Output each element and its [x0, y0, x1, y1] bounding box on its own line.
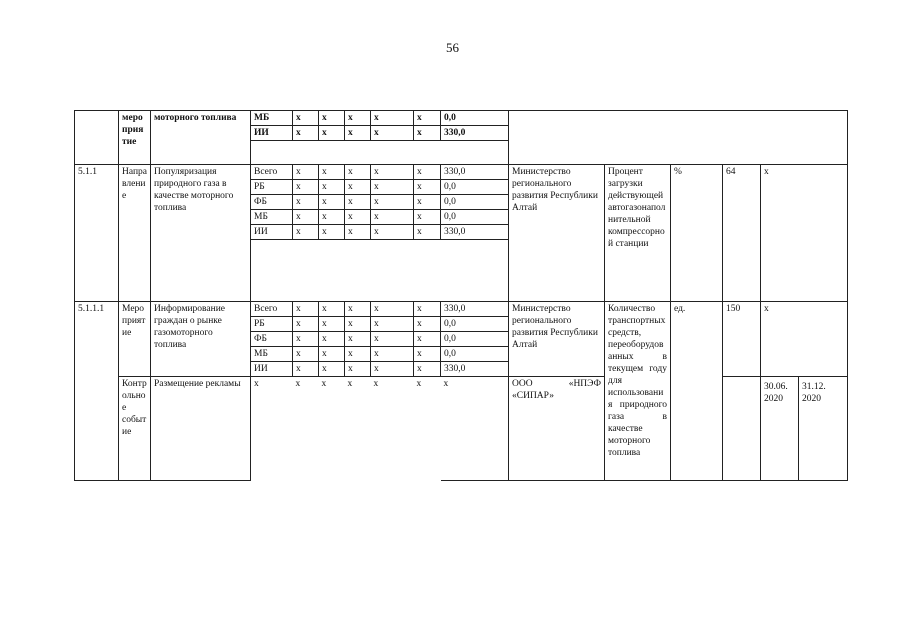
source-cell: МБ	[251, 210, 293, 225]
year-cell: х	[371, 195, 414, 210]
value-cell	[723, 377, 761, 481]
year-cell: х	[414, 111, 441, 126]
source-cell: МБ	[251, 111, 293, 126]
unit-cell: %	[671, 165, 723, 302]
year-cell: х	[319, 126, 345, 141]
year-cell: х	[414, 126, 441, 141]
year-cell: х	[345, 362, 371, 377]
sum-cell: 330,0	[441, 126, 509, 141]
year-cell: х	[345, 347, 371, 362]
year-cell: х	[293, 195, 319, 210]
table-row	[75, 302, 848, 317]
year-cell: х	[319, 362, 345, 377]
value-cell: 150	[723, 302, 761, 377]
year-cell: х	[345, 195, 371, 210]
year-cell: х	[414, 332, 441, 347]
year-cell: х	[345, 225, 371, 240]
year-cell: х	[373, 379, 379, 389]
executor-cell: ООО «НПЭФ «СИПАР»	[509, 377, 605, 481]
year-cell: х	[293, 180, 319, 195]
num-cell: 5.1.1	[75, 165, 119, 302]
year-cell: х	[345, 126, 371, 141]
name-cell: Популяризация природного газа в качестве моторного топлива	[151, 165, 251, 302]
source-cell: РБ	[251, 317, 293, 332]
indicator-cell: Процент загрузки действующей автогазонаполнительной компрессорной станции	[605, 165, 671, 302]
type-cell: Контрольное событие	[119, 377, 151, 481]
year-cell: х	[414, 302, 441, 317]
year-cell: х	[371, 210, 414, 225]
source-cell: ИИ	[251, 126, 293, 141]
year-cell: х	[414, 362, 441, 377]
num-cell: 5.1.1.1	[75, 302, 119, 481]
year-cell: х	[319, 165, 345, 180]
year-cell: х	[321, 379, 327, 389]
year-cell: х	[414, 195, 441, 210]
year-cell: х	[414, 317, 441, 332]
name-cell: Информирование граждан о рынке газомоторного топлива	[151, 302, 251, 377]
indicator-cell: Количество транспортных средств, переоборудованных в текущем году для использования природного газа в качестве моторного топлива	[605, 302, 671, 481]
year-cell: х	[293, 111, 319, 126]
year-cell: х	[371, 111, 414, 126]
year-cell: х	[293, 126, 319, 141]
year-cell: х	[319, 225, 345, 240]
year-cell: х	[319, 317, 345, 332]
sum-cell: 0,0	[441, 180, 509, 195]
year-cell: х	[319, 180, 345, 195]
year-cell: х	[371, 302, 414, 317]
year-cell: х	[414, 225, 441, 240]
type-cell: Направление	[119, 165, 151, 302]
year-cell: х	[414, 347, 441, 362]
name-cell: Размещение рекламы	[151, 377, 251, 481]
table-row	[75, 111, 848, 126]
executor-cell: Министерство регионального развития Республики Алтай	[509, 302, 605, 377]
table-row	[75, 165, 848, 180]
sum-cell: 0,0	[441, 317, 509, 332]
source-cell: МБ	[251, 347, 293, 362]
year-cell: х	[345, 317, 371, 332]
year-cell: х	[414, 180, 441, 195]
year-cell: х	[293, 225, 319, 240]
year-cell: х	[371, 165, 414, 180]
year-cell: х	[293, 165, 319, 180]
sum-cell: 0,0	[441, 195, 509, 210]
num-cell	[75, 111, 119, 165]
source-cell: ИИ	[251, 362, 293, 377]
year-cell: х	[345, 302, 371, 317]
sum-cell: 330,0	[441, 302, 509, 317]
year-cell: х	[371, 332, 414, 347]
year-cell: х	[319, 302, 345, 317]
year-cell: х	[319, 332, 345, 347]
year-cell: х	[414, 210, 441, 225]
year-cell: х	[371, 317, 414, 332]
year-cell: х	[319, 195, 345, 210]
sum-cell: 330,0	[441, 362, 509, 377]
year-cell: х	[371, 347, 414, 362]
mark-cell: х	[761, 165, 848, 302]
source-cell: ФБ	[251, 195, 293, 210]
executor-cell: Министерство регионального развития Республики Алтай	[509, 165, 605, 302]
year-cell: х	[371, 126, 414, 141]
year-cell: х	[414, 165, 441, 180]
year-cell: х	[345, 332, 371, 347]
year-cell: х	[293, 210, 319, 225]
type-cell: мероприятие	[119, 111, 151, 165]
sum-cell: 0,0	[441, 111, 509, 126]
date-end-cell: 31.12. 2020	[799, 377, 848, 481]
year-cell: х	[345, 111, 371, 126]
year-cell: х	[319, 111, 345, 126]
source-cell: ФБ	[251, 332, 293, 347]
unit-cell: ед.	[671, 302, 723, 481]
mark-cell: х	[761, 302, 848, 377]
year-cell: х	[293, 302, 319, 317]
year-cell: х	[319, 210, 345, 225]
year-cell: х	[371, 362, 414, 377]
year-cell: х	[293, 332, 319, 347]
year-cell: х	[347, 379, 353, 389]
year-cell: х	[416, 379, 422, 389]
year-cell: х	[319, 347, 345, 362]
source-cell: Всего	[251, 165, 293, 180]
sum-cell: 330,0	[441, 165, 509, 180]
sum-cell: 330,0	[441, 225, 509, 240]
year-cell: х	[293, 347, 319, 362]
source-cell: х	[254, 379, 259, 389]
year-cell: х	[345, 165, 371, 180]
program-table	[74, 110, 848, 481]
empty-cell	[251, 240, 509, 302]
year-cell: х	[295, 379, 301, 389]
empty-cell	[251, 141, 509, 165]
table-row	[75, 377, 848, 481]
sum-cell: 0,0	[441, 210, 509, 225]
value-cell: 64	[723, 165, 761, 302]
year-cell: х	[293, 362, 319, 377]
page-number: 56	[446, 40, 459, 55]
year-cell: х	[371, 225, 414, 240]
sum-cell: 0,0	[441, 347, 509, 362]
empty-cell	[509, 111, 848, 165]
year-cell: х	[345, 180, 371, 195]
year-cell: х	[345, 210, 371, 225]
sum-cell: х	[441, 377, 509, 481]
source-cell: РБ	[251, 180, 293, 195]
type-cell: Мероприятие	[119, 302, 151, 377]
year-cell: х	[371, 180, 414, 195]
year-cell: х	[293, 317, 319, 332]
source-cell: Всего	[251, 302, 293, 317]
date-start-cell: 30.06. 2020	[761, 377, 799, 481]
name-cell: моторного топлива	[151, 111, 251, 165]
sum-cell: 0,0	[441, 332, 509, 347]
source-cell: ИИ	[251, 225, 293, 240]
